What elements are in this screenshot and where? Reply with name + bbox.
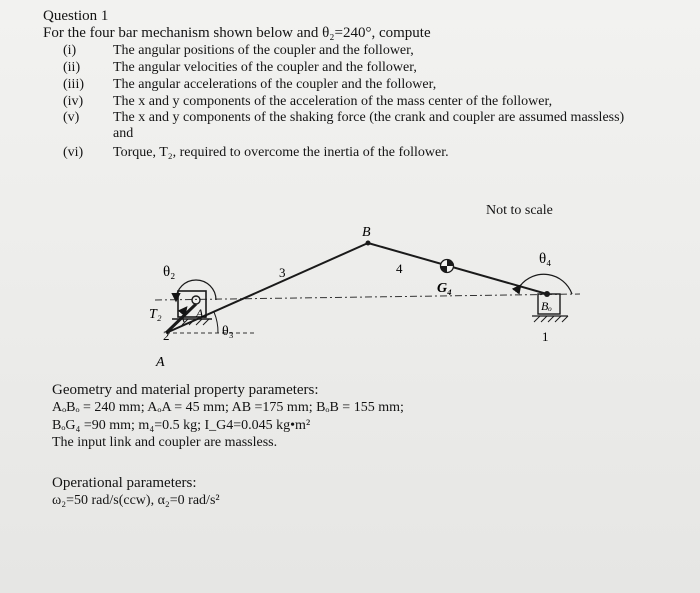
question-intro: For the four bar mechanism shown below and θ₂=240°, compute bbox=[43, 25, 431, 41]
theta3-arc bbox=[214, 312, 218, 333]
item-text: The angular accelerations of the coupler and the follower, bbox=[113, 77, 437, 92]
geometry-line-2: BₒG₄ =90 mm; m₄=0.5 kg; I_G4=0.045 kg•m² bbox=[52, 418, 311, 433]
theta4-arc bbox=[520, 274, 572, 294]
item-number: (v) bbox=[63, 110, 80, 125]
item-number: (i) bbox=[63, 43, 77, 58]
item-text: The x and y components of the acceleration of the mass center of the follower, bbox=[113, 94, 553, 109]
geometry-line-1: AₒBₒ = 240 mm; AₒA = 45 mm; AB =175 mm; BₒB = 155 mm; bbox=[52, 400, 404, 415]
geometry-line-3: The input link and coupler are massless. bbox=[52, 435, 278, 450]
label-ao: Aₒ bbox=[196, 306, 207, 320]
operational-line-1: ω₂=50 rad/s(ccw), α₂=0 rad/s² bbox=[52, 493, 220, 508]
label-link-3: 3 bbox=[279, 265, 286, 280]
label-g4: G₄ bbox=[437, 281, 452, 296]
not-to-scale-note: Not to scale bbox=[486, 203, 553, 218]
item-continuation: and bbox=[113, 126, 134, 141]
item-text: The angular velocities of the coupler and the follower, bbox=[113, 60, 417, 75]
label-bo: Bₒ bbox=[541, 299, 552, 313]
item-text: Torque, T₂, required to overcome the inertia of the follower. bbox=[113, 145, 449, 160]
follower-link-4 bbox=[368, 243, 547, 294]
joint-b bbox=[366, 241, 371, 246]
item-number: (iv) bbox=[63, 94, 84, 109]
label-link-2: 2 bbox=[163, 328, 170, 343]
label-theta4: θ₄ bbox=[539, 251, 552, 267]
item-number: (iii) bbox=[63, 77, 84, 92]
label-link-4: 4 bbox=[396, 261, 403, 276]
ground-reference-line bbox=[155, 294, 580, 300]
item-text: The angular positions of the coupler and the follower, bbox=[113, 43, 414, 58]
label-ground-1: 1 bbox=[542, 329, 549, 344]
question-title: Question 1 bbox=[43, 8, 109, 24]
label-theta2: θ₂ bbox=[163, 264, 176, 280]
label-t2: T₂ bbox=[149, 307, 162, 322]
theta2-arc bbox=[176, 280, 216, 300]
item-number: (ii) bbox=[63, 60, 81, 75]
label-theta3: θ₃ bbox=[222, 324, 234, 339]
item-number: (vi) bbox=[63, 145, 84, 160]
operational-heading: Operational parameters: bbox=[52, 475, 197, 491]
mass-center-g4 bbox=[441, 260, 454, 273]
label-b: B bbox=[362, 225, 371, 240]
item-text: The x and y components of the shaking force (the crank and coupler are assumed massless) bbox=[113, 110, 625, 125]
label-a: A bbox=[156, 355, 165, 370]
geometry-heading: Geometry and material property parameters: bbox=[52, 382, 319, 398]
